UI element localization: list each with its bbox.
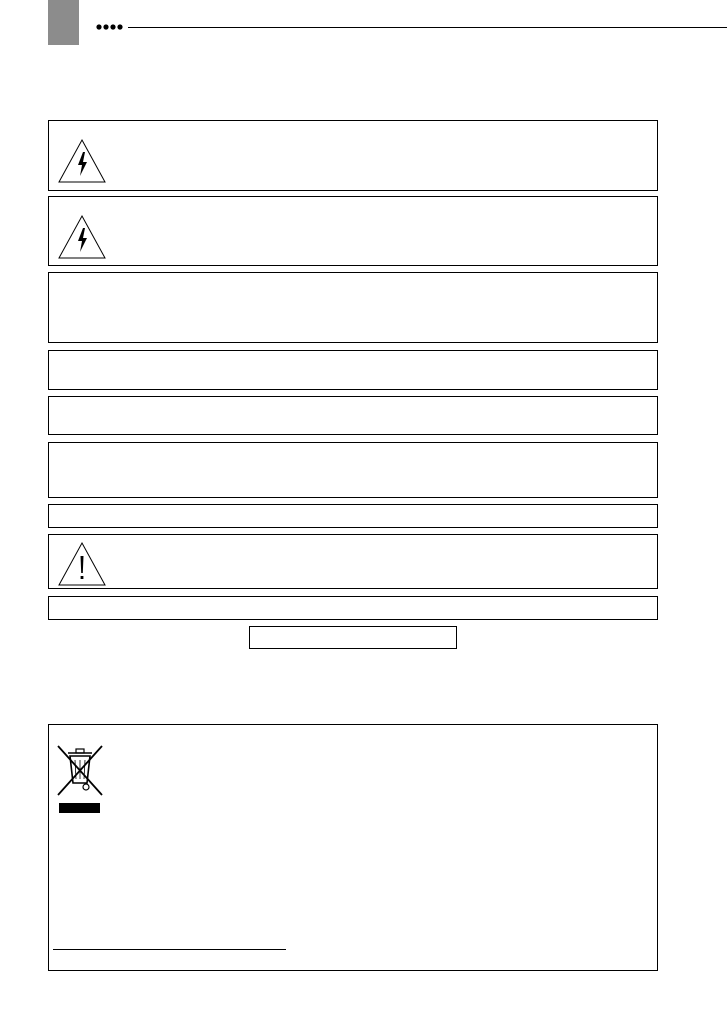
weee-box [48, 724, 658, 971]
section-tab [48, 0, 79, 45]
crossed-bin-icon [55, 745, 105, 797]
notice-box-7 [48, 504, 658, 528]
header-rule [128, 27, 727, 28]
center-label-box [249, 626, 457, 649]
lightning-triangle-icon [57, 138, 107, 184]
lightning-triangle-icon [57, 214, 107, 260]
footnote-rule [53, 949, 286, 950]
notice-box-9 [48, 596, 658, 620]
weee-bar [59, 803, 100, 813]
notice-box-3 [48, 272, 658, 343]
notice-box-4 [48, 350, 658, 390]
warning-box-2 [48, 196, 658, 266]
notice-box-6 [48, 442, 658, 498]
exclamation-triangle-icon [57, 541, 107, 587]
header-dots [96, 23, 126, 31]
notice-box-5 [48, 396, 658, 435]
caution-box [48, 534, 658, 589]
warning-box-1 [48, 120, 658, 191]
